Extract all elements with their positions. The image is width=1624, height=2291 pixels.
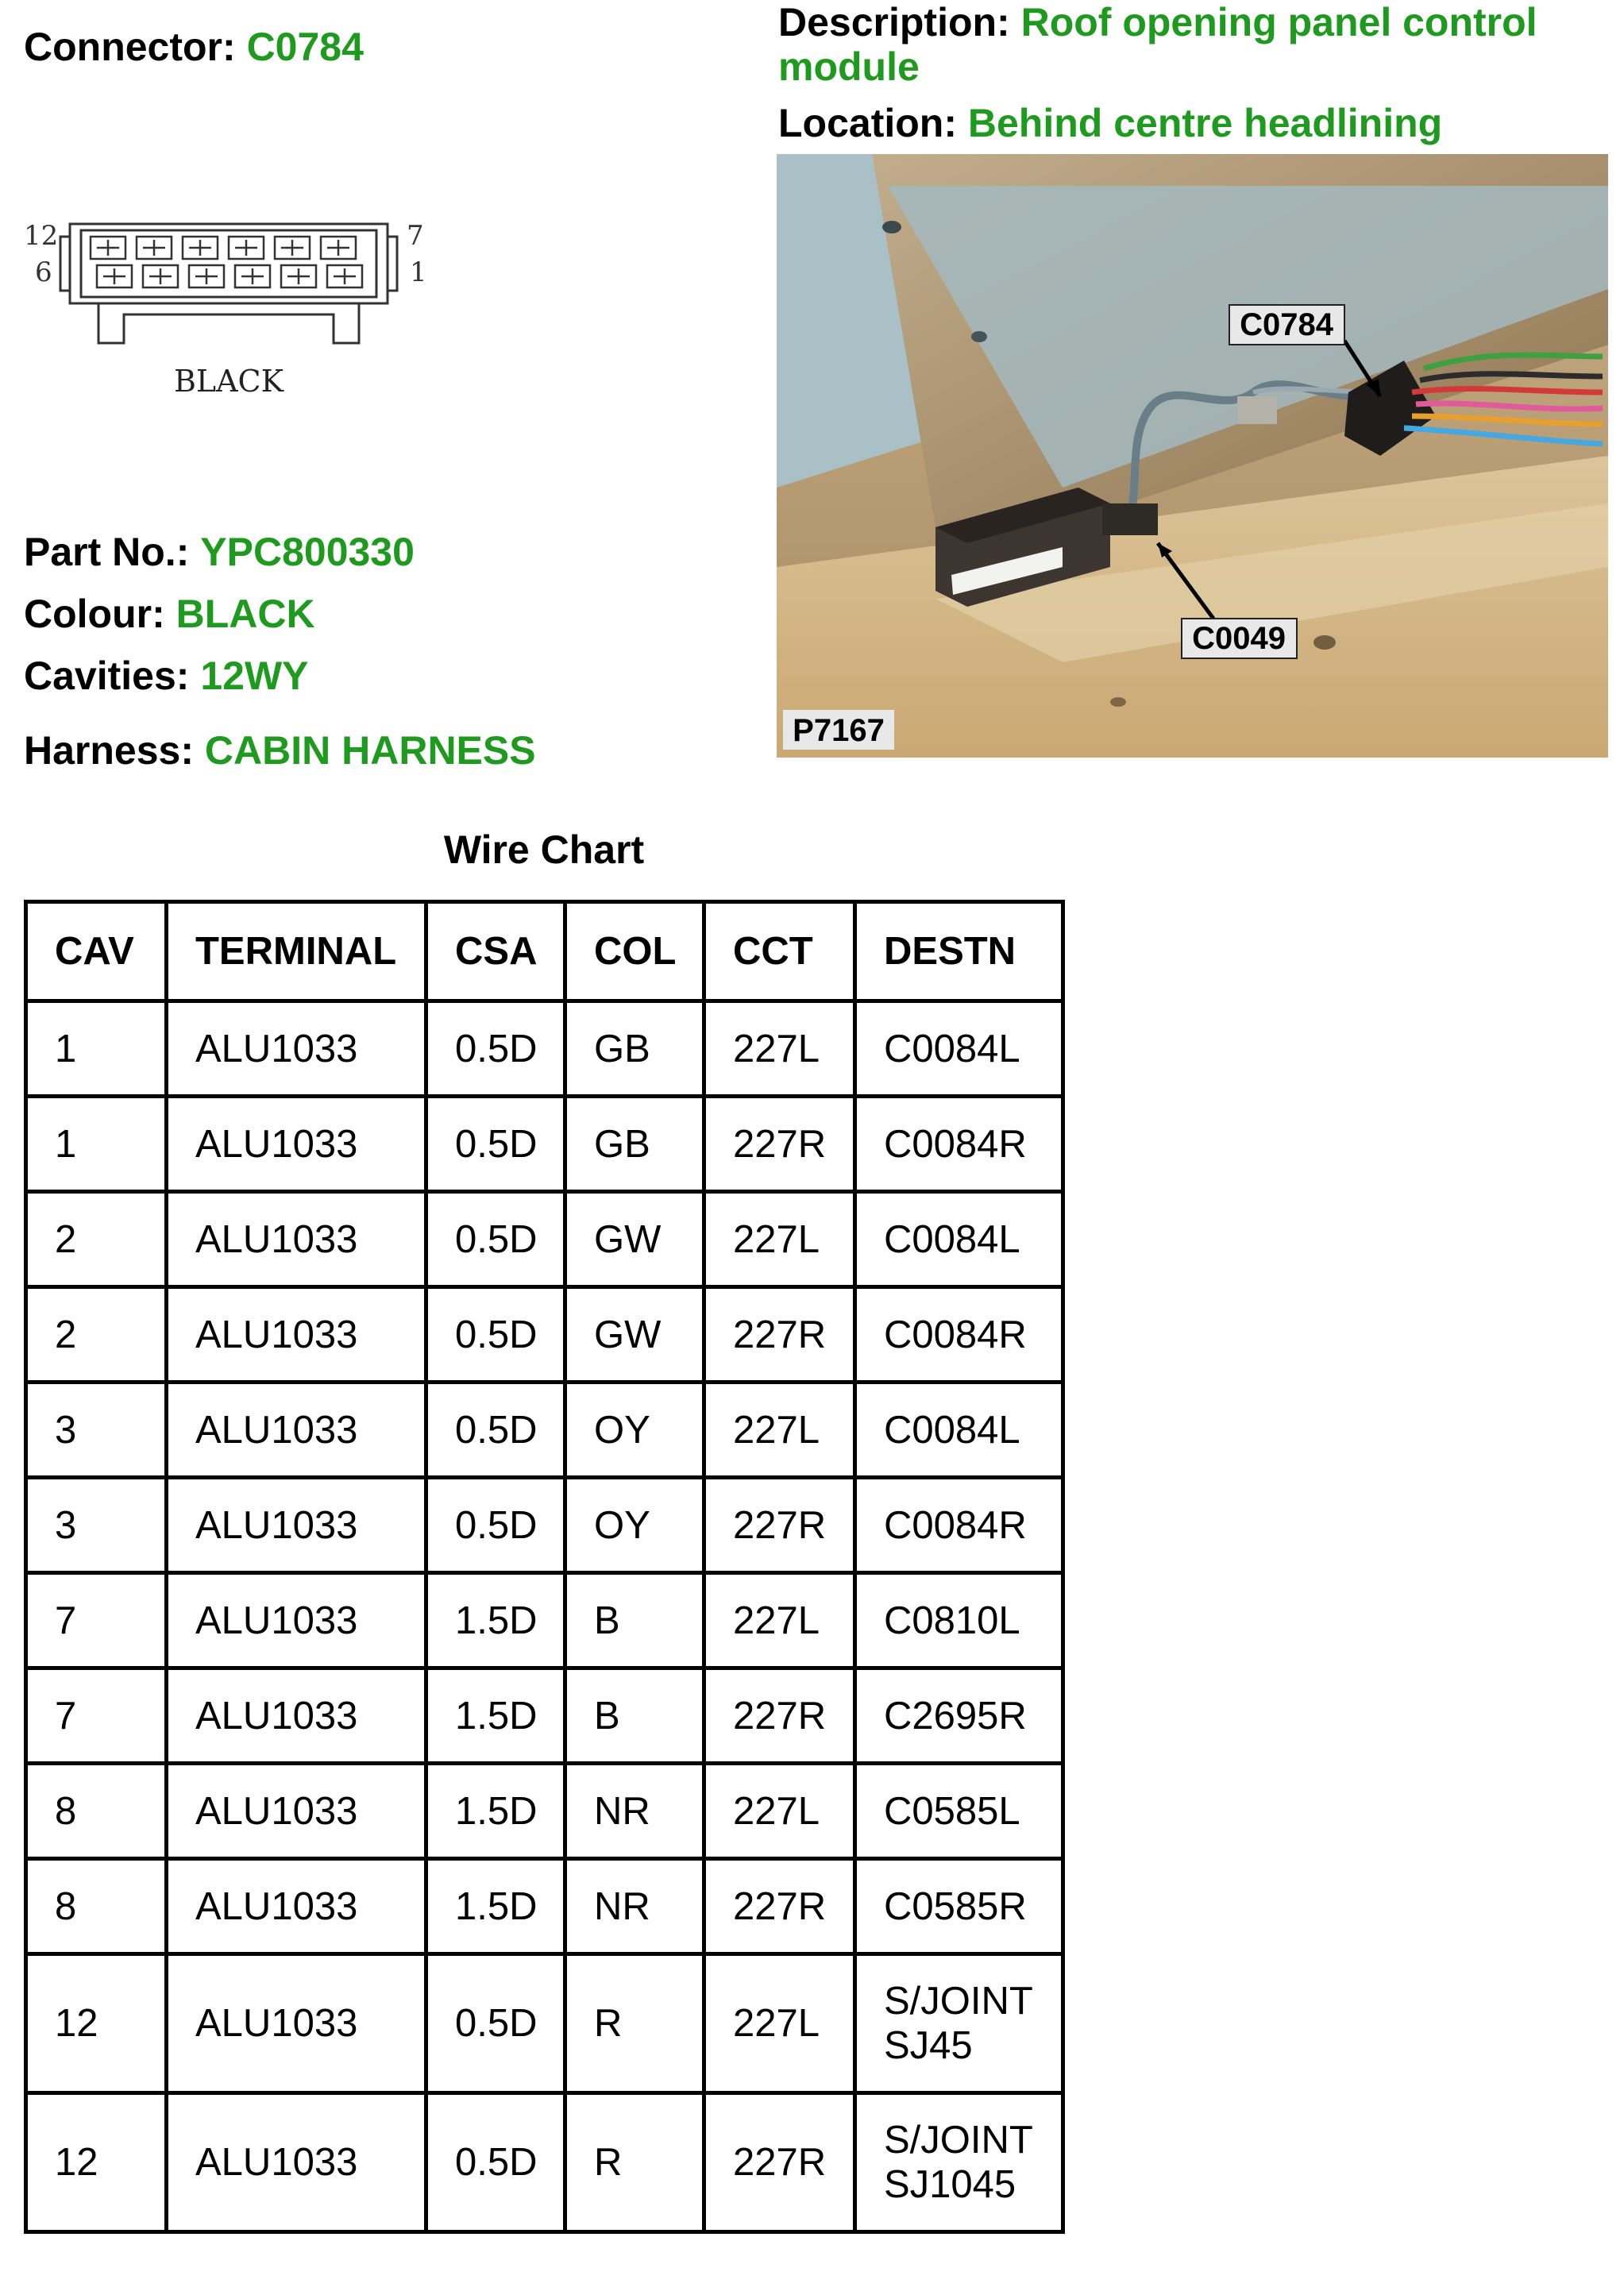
- cell-col: GB: [565, 1097, 704, 1192]
- cell-terminal: ALU1033: [167, 1478, 426, 1573]
- connector-value: C0784: [246, 25, 364, 69]
- cell-destn: C0585L: [855, 1764, 1063, 1859]
- callout-c0784: C0784: [1240, 307, 1333, 342]
- cell-csa: 0.5D: [426, 1001, 565, 1097]
- cell-terminal: ALU1033: [167, 1287, 426, 1383]
- cell-cct: 227L: [704, 1001, 855, 1097]
- cell-cct: 227R: [704, 1478, 855, 1573]
- connector-label: Connector:: [24, 25, 236, 69]
- pin-contact: [281, 240, 303, 256]
- cell-col: GW: [565, 1192, 704, 1287]
- pinout-colour-caption: BLACK: [173, 364, 284, 399]
- cell-cav: 8: [26, 1859, 167, 1954]
- cell-destn-line2: SJ1045: [884, 2163, 1016, 2206]
- colour-label: Colour:: [24, 592, 165, 636]
- pin-contact: [103, 268, 125, 284]
- cell-terminal: ALU1033: [167, 1668, 426, 1764]
- cell-cct: 227R: [704, 1097, 855, 1192]
- colour-value: BLACK: [176, 592, 315, 636]
- wire-chart-header-row: [26, 902, 1063, 1001]
- table-row: [26, 1001, 1063, 1097]
- connector-line: [24, 24, 364, 70]
- cell-terminal: ALU1033: [167, 1859, 426, 1954]
- cell-col: R: [565, 2093, 704, 2232]
- cell-destn: C0084L: [855, 1383, 1063, 1478]
- table-row: [26, 1478, 1063, 1573]
- cell-cct: 227R: [704, 1668, 855, 1764]
- part-number-line: [24, 529, 415, 575]
- cell-destn: C0084R: [855, 1287, 1063, 1383]
- header-terminal: TERMINAL: [167, 902, 426, 1001]
- cell-cct: 227L: [704, 1764, 855, 1859]
- colour-line: [24, 591, 315, 637]
- cell-destn-line1: S/JOINT: [884, 1980, 1033, 2023]
- cell-destn: C0810L: [855, 1573, 1063, 1668]
- cell-destn: [855, 1954, 1063, 2093]
- cell-csa: 0.5D: [426, 1478, 565, 1573]
- cell-cav: 7: [26, 1668, 167, 1764]
- cell-terminal: ALU1033: [167, 1192, 426, 1287]
- pin-contact: [143, 240, 165, 256]
- description-label: Description:: [778, 0, 1010, 44]
- cell-cav: 3: [26, 1478, 167, 1573]
- cell-col: R: [565, 1954, 704, 2093]
- description-block: [778, 0, 1620, 89]
- cell-destn: C0084L: [855, 1192, 1063, 1287]
- pin-contact: [195, 268, 218, 284]
- cell-cav: 2: [26, 1192, 167, 1287]
- cell-destn: [855, 2093, 1063, 2232]
- description-value: Roof opening panel control module: [778, 0, 1537, 89]
- cell-cav: 2: [26, 1287, 167, 1383]
- pin-contact: [334, 268, 356, 284]
- cell-destn: C0084R: [855, 1478, 1063, 1573]
- cell-cct: 227L: [704, 1954, 855, 2093]
- cell-cav: 3: [26, 1383, 167, 1478]
- table-row: [26, 1859, 1063, 1954]
- table-row: [26, 1764, 1063, 1859]
- pin-label-top-right: 7: [407, 220, 424, 252]
- cell-csa: 0.5D: [426, 1287, 565, 1383]
- cell-destn: C0084L: [855, 1001, 1063, 1097]
- cavities-line: [24, 653, 309, 699]
- cell-cct: 227R: [704, 1859, 855, 1954]
- cell-cav: 8: [26, 1764, 167, 1859]
- cell-cct: 227L: [704, 1192, 855, 1287]
- table-row: [26, 2093, 1063, 2232]
- header-cav: CAV: [26, 902, 167, 1001]
- pin-contact: [97, 240, 119, 256]
- pin-contact: [327, 240, 349, 256]
- cell-terminal: ALU1033: [167, 1097, 426, 1192]
- cell-destn-line2: SJ45: [884, 2024, 973, 2067]
- table-row: [26, 1287, 1063, 1383]
- table-row: [26, 1383, 1063, 1478]
- cell-destn: C0084R: [855, 1097, 1063, 1192]
- cell-cav: 7: [26, 1573, 167, 1668]
- cell-csa: 0.5D: [426, 1954, 565, 2093]
- part-number-value: YPC800330: [200, 530, 415, 574]
- cell-terminal: ALU1033: [167, 1764, 426, 1859]
- cell-csa: 1.5D: [426, 1573, 565, 1668]
- cell-terminal: ALU1033: [167, 1573, 426, 1668]
- harness-label: Harness:: [24, 728, 194, 773]
- cell-col: GB: [565, 1001, 704, 1097]
- cell-terminal: ALU1033: [167, 1001, 426, 1097]
- table-row: [26, 1097, 1063, 1192]
- harness-value: CABIN HARNESS: [204, 728, 536, 773]
- cell-cct: 227L: [704, 1573, 855, 1668]
- cell-csa: 1.5D: [426, 1764, 565, 1859]
- cell-destn: C2695R: [855, 1668, 1063, 1764]
- cell-csa: 0.5D: [426, 1383, 565, 1478]
- pin-contact: [149, 268, 172, 284]
- cell-csa: 0.5D: [426, 1097, 565, 1192]
- cell-destn: C0585R: [855, 1859, 1063, 1954]
- table-row: [26, 1954, 1063, 2093]
- header-cct: CCT: [704, 902, 855, 1001]
- cell-destn-line1: S/JOINT: [884, 2119, 1033, 2162]
- cell-col: NR: [565, 1859, 704, 1954]
- cell-col: B: [565, 1573, 704, 1668]
- cell-col: OY: [565, 1478, 704, 1573]
- cell-csa: 0.5D: [426, 2093, 565, 2232]
- cell-csa: 0.5D: [426, 1192, 565, 1287]
- location-line: [778, 100, 1442, 146]
- pin-contact: [235, 240, 257, 256]
- cell-col: OY: [565, 1383, 704, 1478]
- table-row: [26, 1668, 1063, 1764]
- wire-chart-title: Wire Chart: [443, 827, 645, 872]
- part-number-label: Part No.:: [24, 530, 190, 574]
- location-label: Location:: [778, 101, 957, 145]
- wire-chart-table: [24, 900, 1065, 2234]
- cell-cct: 227R: [704, 2093, 855, 2232]
- table-row: [26, 1192, 1063, 1287]
- cell-col: GW: [565, 1287, 704, 1383]
- cell-terminal: ALU1033: [167, 2093, 426, 2232]
- cell-cct: 227R: [704, 1287, 855, 1383]
- cell-terminal: ALU1033: [167, 1383, 426, 1478]
- cell-csa: 1.5D: [426, 1668, 565, 1764]
- photo-ref-label: P7167: [793, 713, 885, 748]
- pin-contact: [189, 240, 211, 256]
- pin-label-bottom-left: 6: [35, 256, 52, 288]
- cavities-label: Cavities:: [24, 654, 190, 698]
- harness-line: [24, 727, 536, 773]
- pin-contact: [241, 268, 264, 284]
- cell-cav: 1: [26, 1001, 167, 1097]
- cell-col: B: [565, 1668, 704, 1764]
- cavities-value: 12WY: [200, 654, 309, 698]
- pin-label-top-left: 12: [24, 220, 59, 252]
- pin-label-bottom-right: 1: [410, 256, 427, 288]
- cell-cav: 12: [26, 1954, 167, 2093]
- table-row: [26, 1573, 1063, 1668]
- location-value: Behind centre headlining: [967, 101, 1443, 145]
- header-csa: CSA: [426, 902, 565, 1001]
- header-destn: DESTN: [855, 902, 1063, 1001]
- pin-contact: [287, 268, 310, 284]
- location-photo: [777, 154, 1608, 758]
- cell-cct: 227L: [704, 1383, 855, 1478]
- cell-terminal: ALU1033: [167, 1954, 426, 2093]
- pin-cavities: [91, 237, 362, 287]
- cell-csa: 1.5D: [426, 1859, 565, 1954]
- header-col: COL: [565, 902, 704, 1001]
- callout-c0049: C0049: [1192, 621, 1286, 656]
- cell-cav: 12: [26, 2093, 167, 2232]
- cell-cav: 1: [26, 1097, 167, 1192]
- cell-col: NR: [565, 1764, 704, 1859]
- connector-pinout-diagram: [22, 213, 435, 403]
